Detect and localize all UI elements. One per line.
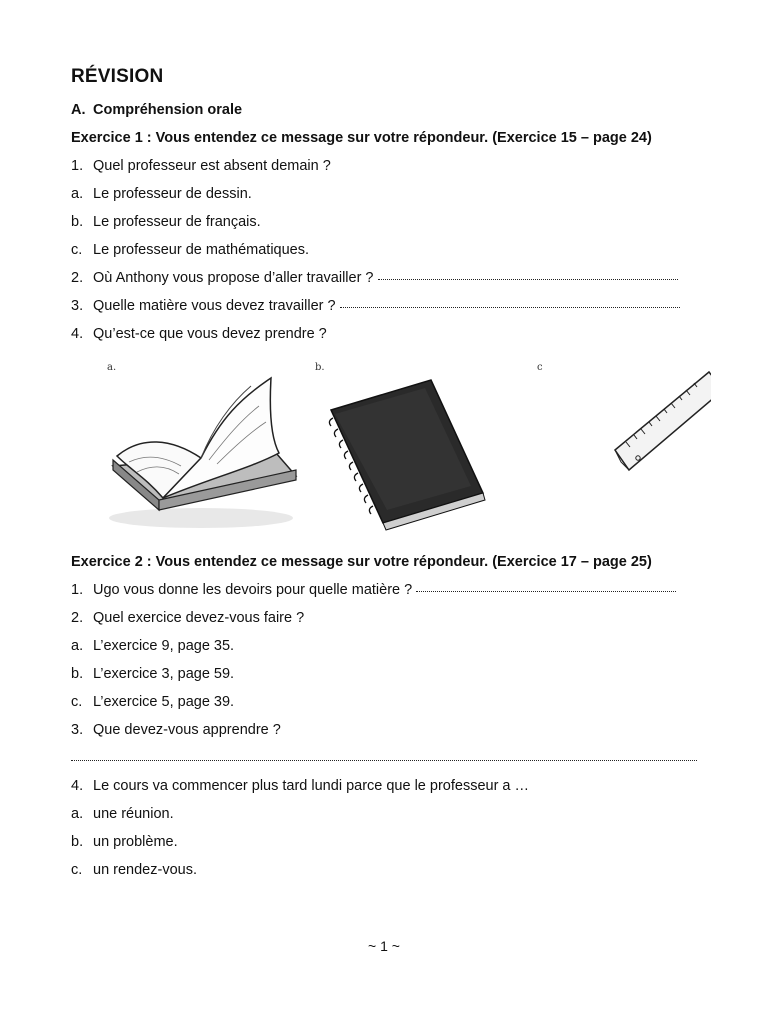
option-marker: a. — [71, 638, 84, 654]
question-number: 4. — [71, 326, 84, 342]
ex1-question-4 — [71, 324, 327, 344]
question-number: 3. — [71, 298, 84, 314]
picture-label-b: b. — [315, 362, 325, 373]
question-text: Ugo vous donne les devoirs pour quelle matière ? — [93, 582, 413, 598]
exercise-1-heading: Exercice 1 : Vous entendez ce message sur votre répondeur. (Exercice 15 – page 24) — [71, 130, 652, 146]
ex1-q1-option-b — [71, 212, 261, 232]
ex2-q4-option-c — [71, 860, 197, 880]
question-number: 3. — [71, 722, 84, 738]
option-text: une réunion. — [93, 806, 174, 822]
option-text: L’exercice 3, page 59. — [93, 666, 235, 682]
option-marker: b. — [71, 834, 84, 850]
ex2-q2-option-c — [71, 692, 234, 712]
ex2-q2-option-b — [71, 664, 234, 684]
question-number: 1. — [71, 158, 84, 174]
ex1-q1-option-a — [71, 184, 252, 204]
answer-line[interactable] — [340, 306, 680, 308]
question-text: Le cours va commencer plus tard lundi parce que le professeur a … — [93, 778, 530, 794]
question-number: 2. — [71, 270, 84, 286]
question-text: Où Anthony vous propose d’aller travailler ? — [93, 270, 374, 286]
ruler-icon — [531, 358, 711, 543]
question-text: Quel exercice devez-vous faire ? — [93, 610, 305, 626]
page-title: RÉVISION — [71, 66, 164, 87]
ex2-q4-option-b — [71, 832, 178, 852]
ex1-question-1 — [71, 156, 331, 176]
ex2-question-2 — [71, 608, 304, 628]
supplies-pictures — [101, 358, 711, 543]
answer-line[interactable] — [378, 278, 678, 280]
ex1-question-2 — [71, 268, 678, 288]
answer-line[interactable] — [71, 759, 697, 761]
question-text: Que devez-vous apprendre ? — [93, 722, 281, 738]
question-text: Quelle matière vous devez travailler ? — [93, 298, 336, 314]
option-text: L’exercice 9, page 35. — [93, 638, 235, 654]
picture-notebook — [311, 358, 491, 543]
ex1-question-3 — [71, 296, 680, 316]
option-text: Le professeur de mathématiques. — [93, 242, 310, 258]
question-text: Quel professeur est absent demain ? — [93, 158, 331, 174]
option-marker: c. — [71, 694, 83, 710]
option-text: un problème. — [93, 834, 178, 850]
option-marker: b. — [71, 666, 84, 682]
option-marker: c. — [71, 862, 83, 878]
option-marker: a. — [71, 806, 84, 822]
question-number: 1. — [71, 582, 84, 598]
answer-line[interactable] — [416, 590, 676, 592]
question-number: 4. — [71, 778, 84, 794]
ex2-q2-option-a — [71, 636, 234, 656]
ex2-question-1 — [71, 580, 676, 600]
option-marker: c. — [71, 242, 83, 258]
picture-label-a: a. — [107, 362, 117, 373]
option-marker: a. — [71, 186, 84, 202]
picture-label-c: c — [537, 362, 543, 373]
section-heading — [71, 100, 242, 120]
option-marker: b. — [71, 214, 84, 230]
ex2-question-3 — [71, 720, 281, 740]
option-text: Le professeur de dessin. — [93, 186, 252, 202]
question-text: Qu’est-ce que vous devez prendre ? — [93, 326, 327, 342]
picture-book — [101, 358, 301, 543]
exercise-2-heading: Exercice 2 : Vous entendez ce message sur votre répondeur. (Exercice 17 – page 25) — [71, 554, 652, 570]
picture-ruler — [531, 358, 711, 543]
section-label: Compréhension orale — [93, 102, 243, 118]
ex1-q1-option-c — [71, 240, 309, 260]
option-text: un rendez-vous. — [93, 862, 197, 878]
notebook-icon — [311, 358, 491, 543]
page-number: ~ 1 ~ — [368, 938, 400, 954]
ex2-question-4 — [71, 776, 529, 796]
option-text: Le professeur de français. — [93, 214, 261, 230]
question-number: 2. — [71, 610, 84, 626]
option-text: L’exercice 5, page 39. — [93, 694, 235, 710]
ex2-q4-option-a — [71, 804, 174, 824]
section-marker: A. — [71, 102, 86, 118]
open-book-icon — [101, 358, 301, 543]
